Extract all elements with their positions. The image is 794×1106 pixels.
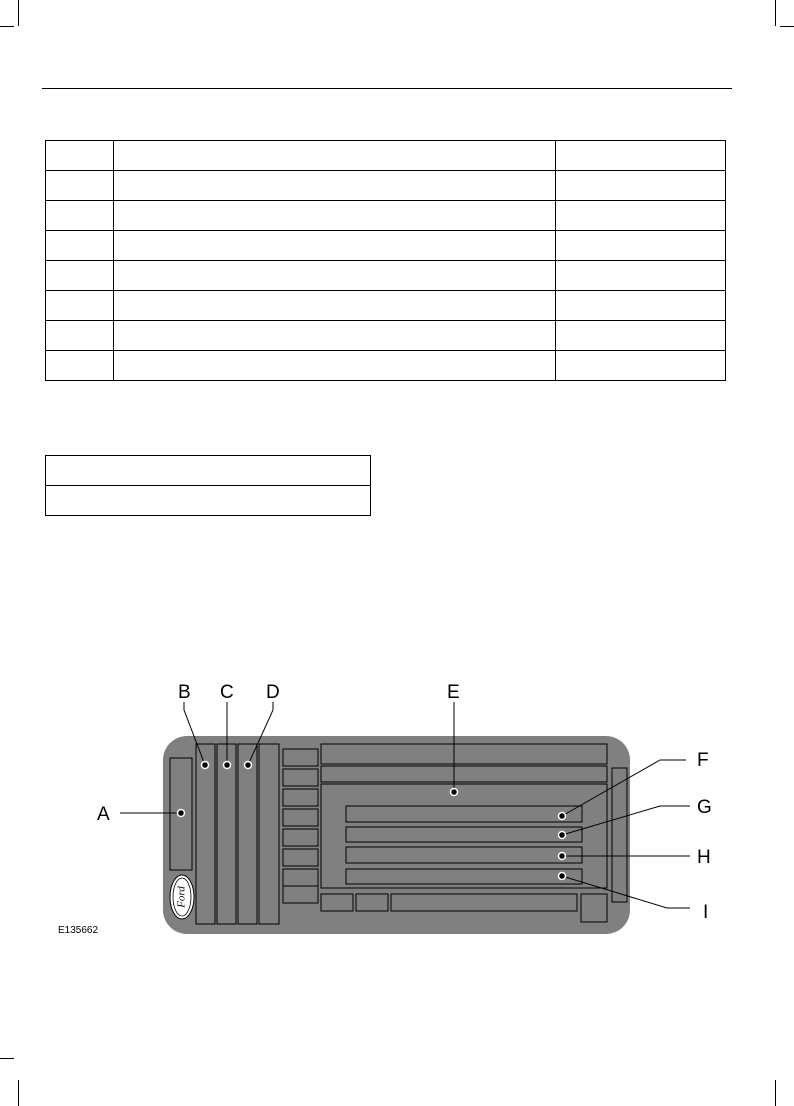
callout-f: F	[697, 750, 709, 771]
callout-d: D	[266, 682, 280, 703]
vehicle-label-diagram	[56, 0, 794, 1106]
callout-b: B	[178, 682, 191, 703]
callout-e: E	[447, 682, 460, 703]
crop-mark-bottom-left	[18, 1080, 19, 1106]
callout-c: C	[220, 682, 234, 703]
callout-a: A	[97, 804, 110, 825]
crop-mark-top-left-h	[0, 26, 14, 27]
callout-g: G	[697, 797, 712, 818]
callout-i: I	[703, 902, 709, 923]
crop-mark-top-left	[18, 0, 19, 26]
image-code: E135662	[58, 925, 99, 936]
crop-mark-bottom-left-h	[0, 1058, 14, 1059]
callout-h: H	[697, 847, 711, 868]
ford-logo	[170, 875, 194, 919]
svg-text:Ford: Ford	[175, 886, 188, 908]
